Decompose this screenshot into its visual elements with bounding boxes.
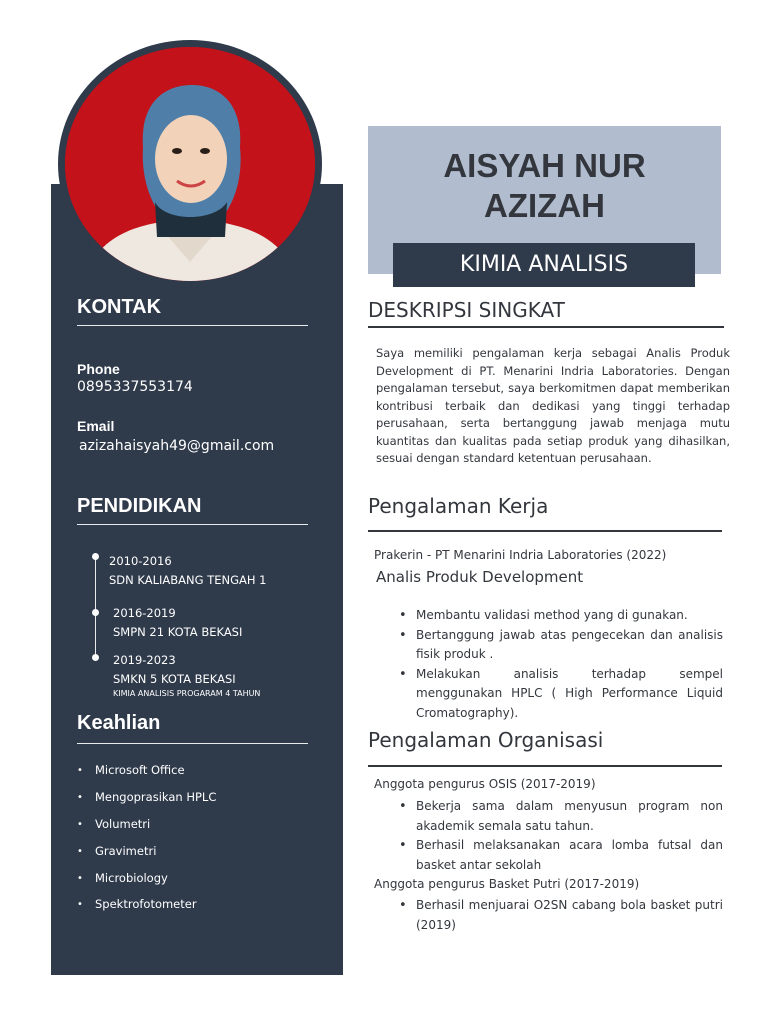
- skill-item: Microbiology: [95, 871, 168, 885]
- education-years: 2010-2016: [109, 554, 172, 568]
- summary-text: Saya memiliki pengalaman kerja sebagai Analis Produk Development di PT. Menarini Indria Laboratories. Dengan pengalaman tersebut, saya berkomitmen dapat memberikan kontribusi terbaik dan dedikasi yang tinggi terhadap perusahaan, serta bertanggung jawab menjaga mutu kuantitas dan kualitas pada setiap produk yang dihasilkan, sesuai dengan standard ketentuan perusahaan.: [376, 346, 730, 465]
- organization-bullets: [416, 797, 723, 875]
- organization-title: Anggota pengurus Basket Putri (2017-2019): [374, 877, 640, 891]
- list-item: • Berhasil melaksanakan acara lomba futsal dan basket antar sekolah: [416, 836, 723, 875]
- name-line: AISYAH NUR: [443, 147, 646, 184]
- timeline-dot: [92, 553, 99, 560]
- work-bullets: [416, 606, 723, 723]
- phone-label: Phone: [77, 361, 120, 377]
- organization-divider: [368, 765, 722, 767]
- full-name: [368, 146, 721, 226]
- skill-item: Volumetri: [95, 817, 151, 831]
- timeline-dot: [92, 609, 99, 616]
- organization-bullets: [416, 896, 723, 935]
- person-portrait-icon: [65, 47, 315, 281]
- list-item: • Berhasil menjuarai O2SN cabang bola basket putri (2019): [416, 896, 723, 935]
- education-note: KIMIA ANALISIS PROGARAM 4 TAHUN: [113, 689, 261, 698]
- bullet-icon: •: [77, 899, 83, 910]
- list-item: • Melakukan analisis terhadap sempel menggunakan HPLC ( High Performance Liquid Cromatography).: [416, 665, 723, 724]
- education-years: 2019-2023: [113, 653, 176, 667]
- summary-heading: DESKRIPSI SINGKAT: [368, 298, 565, 322]
- timeline-dot: [92, 654, 99, 661]
- skill-item: Spektrofotometer: [95, 897, 197, 911]
- email-value[interactable]: azizahaisyah49@gmail.com: [79, 438, 275, 454]
- education-timeline: [95, 556, 96, 660]
- profile-photo: [65, 47, 315, 281]
- summary-divider: [368, 326, 724, 328]
- bullet-icon: •: [77, 873, 83, 884]
- bullet-icon: •: [77, 765, 83, 776]
- work-role: Analis Produk Development: [376, 568, 584, 586]
- contact-heading: KONTAK: [77, 296, 162, 318]
- list-item: • Membantu validasi method yang di gunakan.: [416, 606, 723, 626]
- skill-item: Microsoft Office: [95, 763, 185, 777]
- job-title: KIMIA ANALISIS: [393, 243, 695, 287]
- list-item: • Bertanggung jawab atas pengecekan dan analisis fisik produk .: [416, 626, 723, 665]
- organization-heading: Pengalaman Organisasi: [368, 728, 604, 752]
- phone-value[interactable]: 0895337553174: [77, 379, 193, 395]
- list-item: • Bekerja sama dalam menyusun program non akademik semala satu tahun.: [416, 797, 723, 836]
- skill-item: Mengoprasikan HPLC: [95, 790, 217, 804]
- education-school: SMPN 21 KOTA BEKASI: [113, 625, 243, 639]
- work-place: Prakerin - PT Menarini Indria Laboratories (2022): [374, 548, 667, 562]
- skills-divider: [77, 743, 308, 744]
- education-heading: PENDIDIKAN: [77, 495, 202, 517]
- education-school: SDN KALIABANG TENGAH 1: [109, 573, 267, 587]
- email-label: Email: [77, 418, 115, 434]
- skills-heading: Keahlian: [77, 712, 161, 734]
- skill-item: Gravimetri: [95, 844, 157, 858]
- bullet-icon: •: [77, 819, 83, 830]
- organization-title: Anggota pengurus OSIS (2017-2019): [374, 777, 596, 791]
- contact-divider: [77, 325, 308, 326]
- work-heading: Pengalaman Kerja: [368, 494, 549, 518]
- bullet-icon: •: [77, 792, 83, 803]
- education-divider: [77, 524, 308, 525]
- education-school: SMKN 5 KOTA BEKASI: [113, 672, 236, 686]
- education-years: 2016-2019: [113, 606, 176, 620]
- work-divider: [368, 530, 722, 532]
- bullet-icon: •: [77, 846, 83, 857]
- name-line: AZIZAH: [484, 187, 605, 224]
